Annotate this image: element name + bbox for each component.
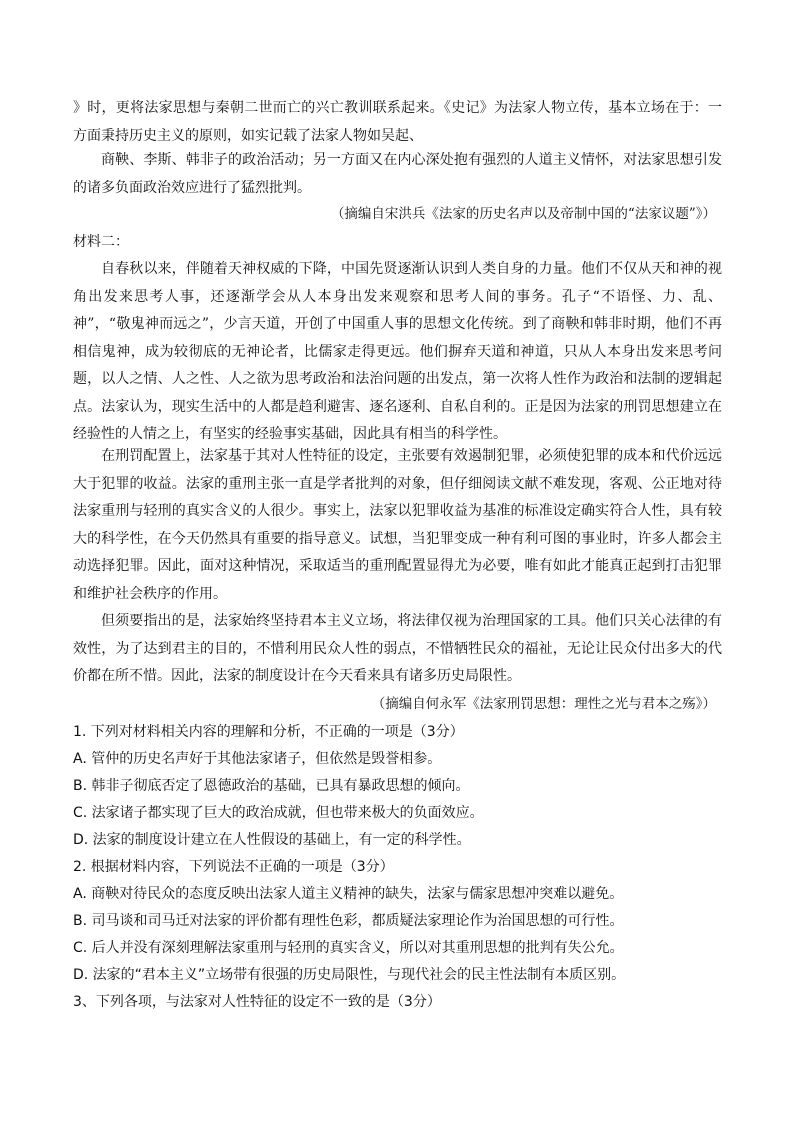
option-b[interactable]: B. 司马谈和司马迁对法家的评价都有理性色彩，都质疑法家理论作为治国思想的可行性。 (73, 913, 624, 929)
option-a[interactable]: A. 管仲的历史名声好于其他法家诸子，但依然是毁誉相参。 (73, 751, 442, 767)
passage2-paragraph-3: 但须要指出的是，法家始终坚持君本主义立场，将法律仅视为治理国家的工具。他们只关心法律的有效性，为了达到君主的目的，不惜利用民众人性的弱点，不惜牺牲民众的福祉，无论让民众付出多大的代价都在所不惜。因此，法家的制度设计在今天看来具有诸多历史局限性。 (73, 613, 722, 684)
passage2-paragraph-1: 自春秋以来，伴随着天神权威的下降，中国先贤逐渐认识到人类自身的力量。他们不仅从天和神的视角出发来思考人事，还逐渐学会从人本身出发来观察和思考人间的事务。孔子“不语怪、力、乱、神”，“敬鬼神而远之”，少言天道，开创了中国重人事的思想文化传统。到了商鞅和韩非时期，他们不再相信鬼神，成为较彻底的无神论者，比儒家走得更远。他们摒弃天道和神道，只从人本身出发来思考问题，以人之情、人之性、人之欲为思考政治和法治问题的出发点，第一次将人性作为政治和法制的逻辑起点。法家认为，现实生活中的人都是趋利避害、逐名逐利、自私自利的。正是因为法家的刑罚思想建立在经验性的人情之上，有坚实的经验事实基础，因此具有相当的科学性。 (73, 261, 722, 442)
question-stem: 3、下列各项，与法家对人性特征的设定不一致的是（3分） (73, 994, 441, 1010)
material-two-label: 材料二： (73, 234, 129, 250)
option-a[interactable]: A. 商鞅对待民众的态度反映出法家人道主义精神的缺失，法家与儒家思想冲突难以避免。 (73, 886, 624, 902)
passage1-paragraph-continued: 》时，更将法家思想与秦朝二世而亡的兴亡教训联系起来。《史记》为法家人物立传，基本立场在于：一方面秉持历史主义的原则，如实记载了法家人物如吴起、 (73, 100, 722, 144)
passage2-source: （摘编自何永军《法家刑罚思想：理性之光与君本之殇》） (371, 696, 716, 712)
passage1-paragraph-2: 商鞅、李斯、韩非子的政治活动；另一方面又在内心深处抱有强烈的人道主义情怀，对法家思想引发的诸多负面政治效应进行了猛烈批判。 (73, 152, 722, 196)
option-d[interactable]: D. 法家的制度设计建立在人性假设的基础上，有一定的科学性。 (73, 832, 471, 848)
question-stem: 1. 下列对材料相关内容的理解和分析，不正确的一项是（3分） (73, 724, 464, 740)
option-c[interactable]: C. 法家诸子都实现了巨大的政治成就，但也带来极大的负面效应。 (73, 805, 484, 821)
passage2-paragraph-2: 在刑罚配置上，法家基于其对人性特征的设定，主张要有效遏制犯罪，必须使犯罪的成本和代价远远大于犯罪的收益。法家的重刑主张一直是学者批判的对象，但仔细阅读文献不难发现，客观、公正地对待法家重刑与轻刑的真实含义的人很少。事实上，法家以犯罪收益为基准的标准设定确实符合人性，具有较大的科学性，在今天仍然具有重要的指导意义。试想，当犯罪变成一种有利可图的事业时，许多人都会主动选择犯罪。因此，面对这种情况，采取适当的重刑配置显得尤为必要，唯有如此才能真正起到打击犯罪和维护社会秩序的作用。 (73, 448, 722, 602)
passage1-source: （摘编自宋洪兵《法家的历史名声以及帝制中国的“法家议题”》） (330, 206, 716, 222)
question-stem: 2. 根据材料内容，下列说法不正确的一项是（3分） (73, 859, 394, 875)
option-d[interactable]: D. 法家的“君本主义”立场带有很强的历史局限性，与现代社会的民主性法制有本质区别。 (73, 967, 626, 983)
option-b[interactable]: B. 韩非子彻底否定了恩德政治的基础，已具有暴政思想的倾向。 (73, 778, 470, 794)
option-c[interactable]: C. 后人并没有深刻理解法家重刑与轻刑的真实含义，所以对其重刑思想的批判有失公允。 (73, 940, 624, 956)
